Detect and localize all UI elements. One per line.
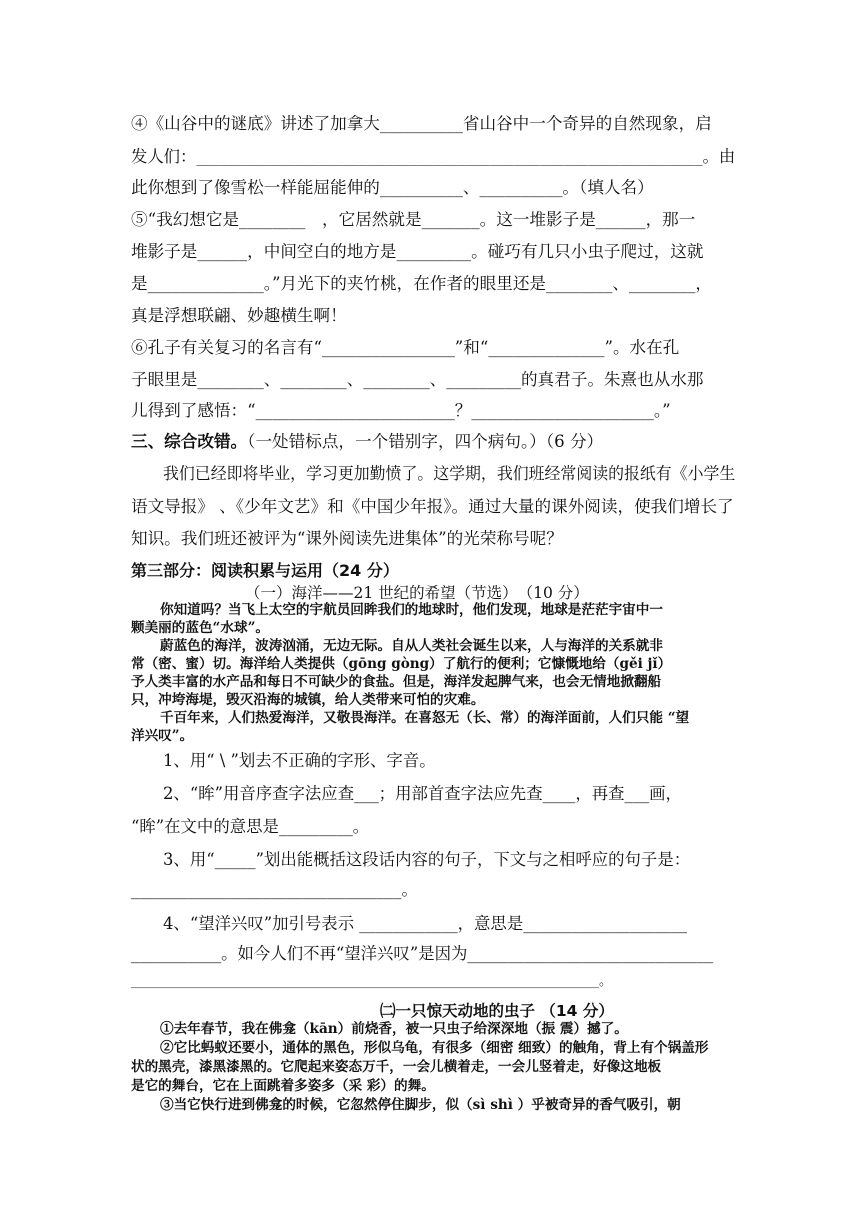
reading-2-title: ㈡一只惊天动地的虫子 （14 分）	[380, 1002, 614, 1020]
question-6-line-2: 子眼里是________、________、________、_________的真君子。朱熹也从水那	[131, 370, 704, 389]
reading-1-p1-line-2: 颗美丽的蓝色“水球”。	[131, 620, 269, 636]
question-4-line-1: ④《山谷中的谜底》讲述了加拿大__________省山谷中一个奇异的自然现象，启	[131, 114, 712, 133]
section-3-heading	[131, 431, 603, 452]
reading-2-p2-line-2: 状的黑壳，漆黑漆黑的。它爬起来姿态万千，一会儿横着走，一会儿竖着走，好像这地板	[131, 1059, 662, 1075]
part-3-title: 第三部分：阅读积累与运用（24 分）	[131, 561, 399, 580]
reading-1-p3-line-1: 千百年来，人们热爱海洋，又敬畏海洋。在喜怒无（长、常）的海洋面前，人们只能 “望	[160, 710, 690, 726]
reading-1-question-1: 1、用“ \ ”划去不正确的字形、字音。	[163, 751, 436, 770]
reading-2-p3-line-1: ③当它快行进到佛龛的时候，它忽然停住脚步，似（sì shì ）乎被奇异的香气吸引，朝	[160, 1097, 681, 1113]
question-5-line-1: ⑤“我幻想它是________ ，它居然就是_______。这一堆影子是______，那一	[131, 210, 696, 229]
section-3-heading-bold: 三、综合改错。	[131, 431, 248, 451]
question-6-line-3: 儿得到了感悟：“________________________？______________________。”	[131, 401, 671, 420]
reading-1-p1-line-1: 你知道吗？当飞上太空的宇航员回眸我们的地球时，他们发现，地球是茫茫宇宙中一	[160, 602, 663, 618]
question-4-line-3: 此你想到了像雪松一样能屈能伸的__________、__________。（填人名）	[131, 178, 654, 197]
reading-2-p2-line-3: 是它的舞台，它在上面跳着多姿多（采 彩）的舞。	[131, 1078, 435, 1094]
question-5-line-4: 真是浮想联翩、妙趣横生啊！	[131, 306, 347, 325]
reading-1-question-2-line-2: “眸”在文中的意思是_________。	[131, 817, 370, 836]
reading-1-p2-line-3: 予人类丰富的水产品和每日不可缺少的食盐。但是，海洋发起脾气来，也会无情地掀翻船	[131, 674, 662, 690]
reading-1-question-2-line-1: 2、“眸”用音序查字法应查___；用部首查字法应先查____，再查___画，	[163, 784, 682, 803]
reading-1-question-3-line-2: _________________________________。	[131, 880, 418, 899]
correction-paragraph-line-2: 语文导报》 、《少年文艺》和《中国少年报》。通过大量的课外阅读，使我们增长了	[131, 497, 734, 516]
reading-2-p1: ①去年春节，我在佛龛（kān）前烧香，被一只虫子给深深地（振 震）撼了。	[160, 1021, 628, 1037]
reading-1-question-4-line-2: ___________。如今人们不再“望洋兴叹”是因为______________________________	[131, 944, 714, 963]
reading-1-question-4-line-3: ________________________________________________________________________。	[131, 974, 612, 989]
reading-1-p2-line-4: 只，冲垮海堤，毁灭沿海的城镇，给人类带来可怕的灾难。	[131, 692, 485, 708]
section-3-heading-rest: （一处错标点，一个错别字，四个病句。）（6 分）	[247, 432, 604, 451]
question-5-line-3: 是______________。”月光下的夹竹桃，在作者的眼里还是________、________，	[131, 274, 712, 293]
correction-paragraph-line-1: 我们已经即将毕业，学习更加勤愤了。这学期，我们班经常阅读的报纸有《小学生	[163, 464, 736, 483]
correction-paragraph-line-3: 知识。我们班还被评为“课外阅读先进集体”的光荣称号呢？	[131, 529, 563, 548]
reading-1-p3-line-2: 洋兴叹”。	[131, 728, 194, 744]
reading-1-title: （一）海洋——21 世纪的希望（节选） （10 分）	[245, 584, 589, 602]
reading-1-question-4-line-1: 4、“望洋兴叹”加引号表示 ____________，意思是____________________	[163, 914, 688, 933]
reading-1-p2-line-1: 蔚蓝色的海洋，波涛汹涌，无边无际。自从人类社会诞生以来，人与海洋的关系就非	[160, 638, 663, 654]
reading-2-p2-line-1: ②它比蚂蚁还要小，通体的黑色，形似乌龟，有很多（细密 细致）的触角，背上有个锅盖形	[160, 1040, 709, 1056]
question-6-line-1: ⑥孔子有关复习的名言有“________________”和“______________”。水在孔	[131, 338, 680, 357]
question-4-line-2: 发人们：______________________________________________________________。由	[131, 147, 736, 166]
question-5-line-2: 堆影子是______，中间空白的地方是_________。碰巧有几只小虫子爬过，这就	[131, 242, 704, 261]
reading-1-question-3-line-1: 3、用“_____”划出能概括这段话内容的句子，下文与之相呼应的句子是：	[163, 850, 691, 869]
reading-1-p2-line-2: 常（密、蜜）切。海洋给人类提供（gōng gòng）了航行的便利；它慷慨地给（gěi jǐ）	[131, 656, 672, 672]
